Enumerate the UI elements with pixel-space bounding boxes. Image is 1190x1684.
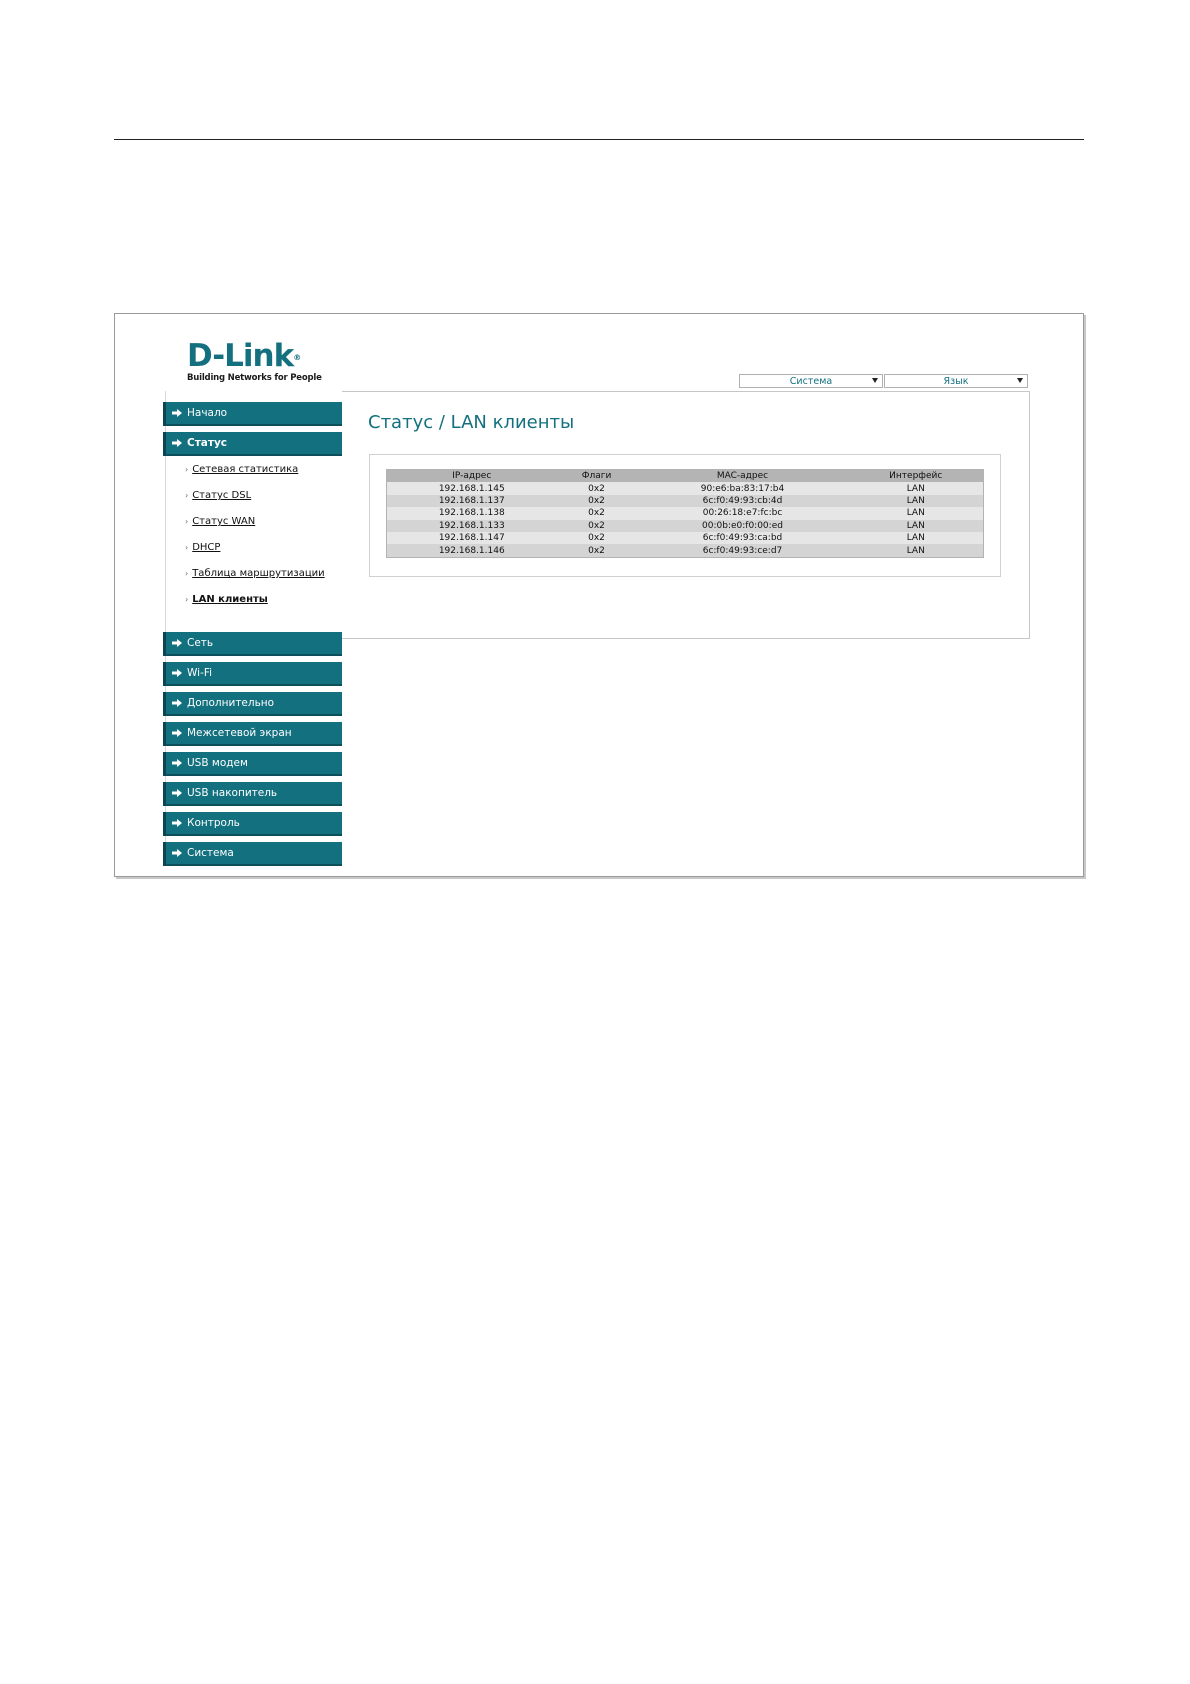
cell-flags: 0x2 (557, 507, 637, 519)
nav-usb-modem-label: USB модем (187, 757, 248, 769)
cell-ip: 192.168.1.147 (387, 532, 557, 544)
language-dropdown[interactable] (884, 374, 1028, 388)
system-dropdown[interactable] (739, 374, 883, 388)
submenu-item-label: DHCP (192, 542, 221, 553)
column-header-ip: IP-адрес (387, 470, 557, 483)
table-row (387, 482, 984, 494)
submenu-dsl-status[interactable] (185, 490, 251, 501)
nav-advanced[interactable] (163, 692, 342, 716)
chevron-right-icon: › (185, 465, 189, 474)
chevron-right-icon: › (185, 569, 189, 578)
submenu-network-statistics[interactable] (185, 464, 298, 475)
cell-interface: LAN (849, 520, 984, 532)
cell-ip: 192.168.1.146 (387, 544, 557, 557)
submenu-wan-status[interactable] (185, 516, 255, 527)
nav-control[interactable] (163, 812, 342, 836)
column-header-flags: Флаги (557, 470, 637, 483)
nav-usb-modem[interactable] (163, 752, 342, 776)
arrow-right-icon (172, 818, 182, 828)
cell-interface: LAN (849, 544, 984, 557)
lan-clients-box (369, 454, 1001, 577)
nav-firewall-label: Межсетевой экран (187, 727, 292, 739)
chevron-right-icon: › (185, 543, 189, 552)
cell-ip: 192.168.1.138 (387, 507, 557, 519)
chevron-right-icon: › (185, 517, 189, 526)
cell-flags: 0x2 (557, 532, 637, 544)
submenu-item-label: Таблица маршрутизации (192, 568, 325, 579)
cell-mac: 90:e6:ba:83:17:b4 (637, 482, 849, 494)
nav-system-label: Система (187, 847, 234, 859)
nav-usb-storage-label: USB накопитель (187, 787, 278, 799)
logo-brand: D-Link (187, 338, 294, 374)
language-dropdown-label: Язык (943, 375, 969, 387)
table-row (387, 544, 984, 557)
cell-interface: LAN (849, 495, 984, 507)
cell-mac: 00:0b:e0:f0:00:ed (637, 520, 849, 532)
page-title: Статус / LAN клиенты (368, 412, 575, 433)
column-header-interface: Интерфейс (849, 470, 984, 483)
submenu-item-label: Статус DSL (192, 490, 252, 501)
chevron-right-icon: › (185, 491, 189, 500)
table-row (387, 520, 984, 532)
arrow-right-icon (172, 438, 182, 448)
arrow-right-icon (172, 788, 182, 798)
cell-interface: LAN (849, 532, 984, 544)
nav-network-label: Сеть (187, 637, 214, 649)
triangle-down-icon (872, 378, 878, 383)
submenu-routing-table[interactable] (185, 568, 325, 579)
router-web-ui-screenshot (114, 313, 1084, 877)
cell-ip: 192.168.1.145 (387, 482, 557, 494)
arrow-right-icon (172, 728, 182, 738)
chevron-right-icon: › (185, 595, 189, 604)
submenu-lan-clients[interactable] (185, 594, 268, 605)
nav-home[interactable] (163, 402, 342, 426)
nav-advanced-label: Дополнительно (187, 697, 275, 709)
cell-mac: 6c:f0:49:93:ce:d7 (637, 544, 849, 557)
arrow-right-icon (172, 758, 182, 768)
arrow-right-icon (172, 408, 182, 418)
nav-control-label: Контроль (187, 817, 240, 829)
logo-tagline: Building Networks for People (187, 373, 322, 383)
cell-flags: 0x2 (557, 495, 637, 507)
cell-flags: 0x2 (557, 520, 637, 532)
cell-mac: 00:26:18:e7:fc:bc (637, 507, 849, 519)
table-row (387, 495, 984, 507)
cell-ip: 192.168.1.133 (387, 520, 557, 532)
cell-interface: LAN (849, 482, 984, 494)
nav-status-label: Статус (187, 437, 228, 449)
cell-interface: LAN (849, 507, 984, 519)
cell-mac: 6c:f0:49:93:cb:4d (637, 495, 849, 507)
cell-ip: 192.168.1.137 (387, 495, 557, 507)
arrow-right-icon (172, 848, 182, 858)
table-header-row (387, 470, 984, 483)
nav-wifi-label: Wi-Fi (187, 667, 213, 679)
logo-registered-mark: ® (293, 353, 301, 362)
table-row (387, 532, 984, 544)
table-row (387, 507, 984, 519)
nav-network[interactable] (163, 632, 342, 656)
submenu-item-label: Сетевая статистика (192, 464, 299, 475)
nav-system[interactable] (163, 842, 342, 866)
cell-mac: 6c:f0:49:93:ca:bd (637, 532, 849, 544)
arrow-right-icon (172, 698, 182, 708)
nav-wifi[interactable] (163, 662, 342, 686)
system-dropdown-label: Система (789, 375, 833, 387)
nav-home-label: Начало (187, 407, 228, 419)
page-top-rule (114, 139, 1084, 140)
arrow-right-icon (172, 638, 182, 648)
nav-usb-storage[interactable] (163, 782, 342, 806)
submenu-item-label: Статус WAN (192, 516, 256, 527)
lan-clients-table (386, 469, 984, 558)
submenu-item-label: LAN клиенты (192, 594, 268, 605)
cell-flags: 0x2 (557, 544, 637, 557)
column-header-mac: MAC-адрес (637, 470, 849, 483)
dlink-logo (187, 340, 322, 383)
arrow-right-icon (172, 668, 182, 678)
nav-firewall[interactable] (163, 722, 342, 746)
submenu-dhcp[interactable] (185, 542, 220, 553)
cell-flags: 0x2 (557, 482, 637, 494)
nav-status[interactable] (163, 432, 342, 456)
triangle-down-icon (1017, 378, 1023, 383)
